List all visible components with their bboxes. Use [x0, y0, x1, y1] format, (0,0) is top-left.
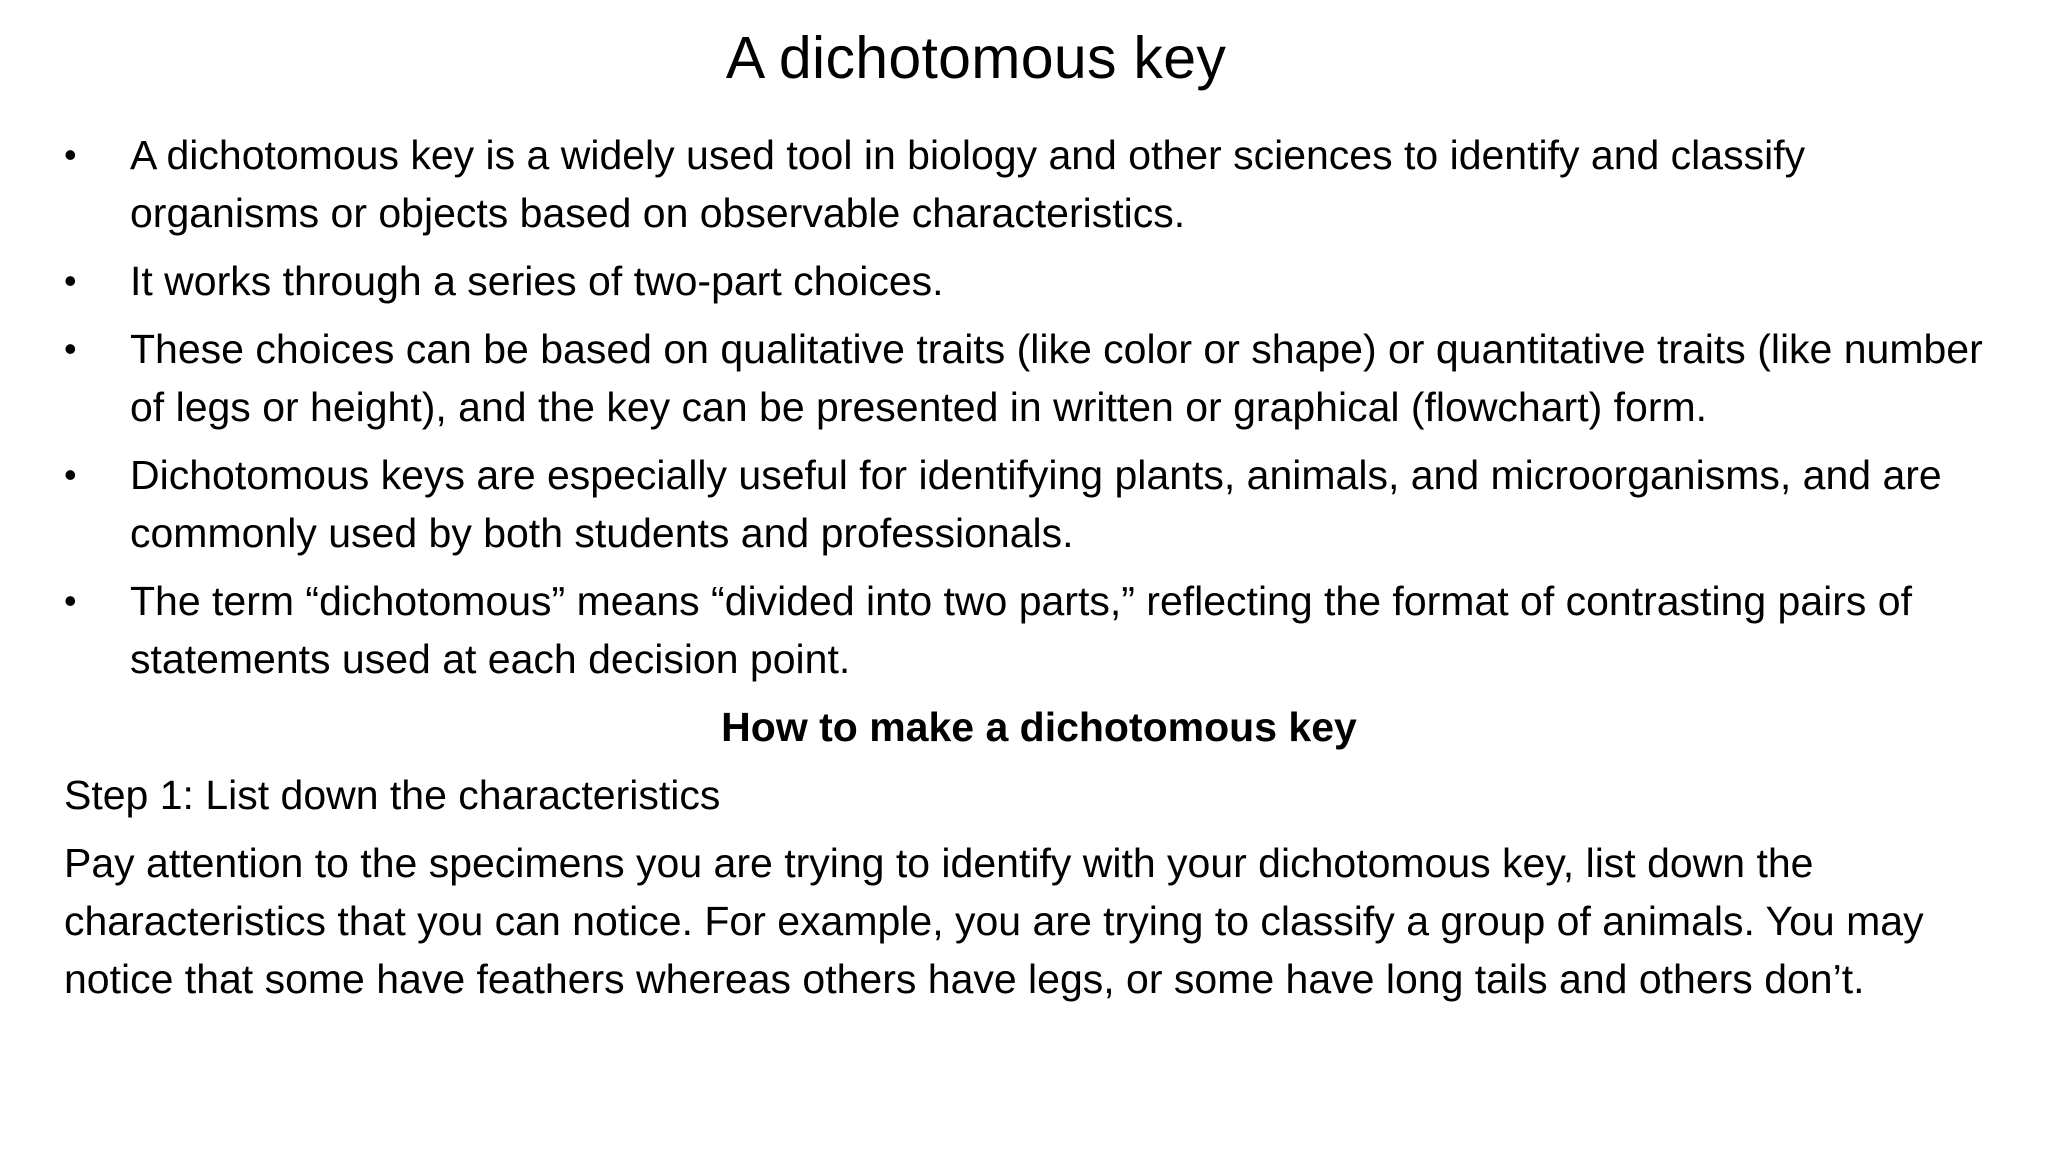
slide-content	[64, 126, 1994, 1008]
bullet-icon: •	[64, 260, 77, 301]
bullet-list	[64, 126, 1994, 688]
bullet-text: Dichotomous keys are especially useful for identifying plants, animals, and microorganisms, and are commonly used by both students and professionals.	[130, 452, 1942, 556]
slide-title: A dichotomous key	[725, 25, 1227, 91]
bullet-icon: •	[64, 580, 77, 621]
bullet-text: These choices can be based on qualitative traits (like color or shape) or quantitative traits (like number of legs or height), and the key can be presented in written or graphical (flowchart) form.	[130, 326, 1983, 430]
bullet-item	[64, 572, 1994, 688]
bullet-icon: •	[64, 454, 77, 495]
bullet-text: The term “dichotomous” means “divided into two parts,” reflecting the format of contrasting pairs of statements used at each decision point.	[130, 578, 1912, 682]
step-title: Step 1: List down the characteristics	[64, 772, 721, 818]
bullet-item	[64, 126, 1994, 242]
section-heading: How to make a dichotomous key	[721, 704, 1357, 750]
bullet-item	[64, 446, 1994, 562]
bullet-icon: •	[64, 328, 77, 369]
bullet-text: A dichotomous key is a widely used tool in biology and other sciences to identify and classify organisms or objects based on observable characteristics.	[130, 132, 1806, 236]
step-description: Pay attention to the specimens you are trying to identify with your dichotomous key, list down the characteristics that you can notice. For example, you are trying to classify a group of animals. You may notice that some have feathers whereas others have legs, or some have long tails and others don’t.	[64, 840, 1924, 1002]
bullet-icon: •	[64, 134, 77, 175]
bullet-item	[64, 252, 1994, 310]
bullet-item	[64, 320, 1994, 436]
bullet-text: It works through a series of two-part choices.	[130, 258, 944, 304]
